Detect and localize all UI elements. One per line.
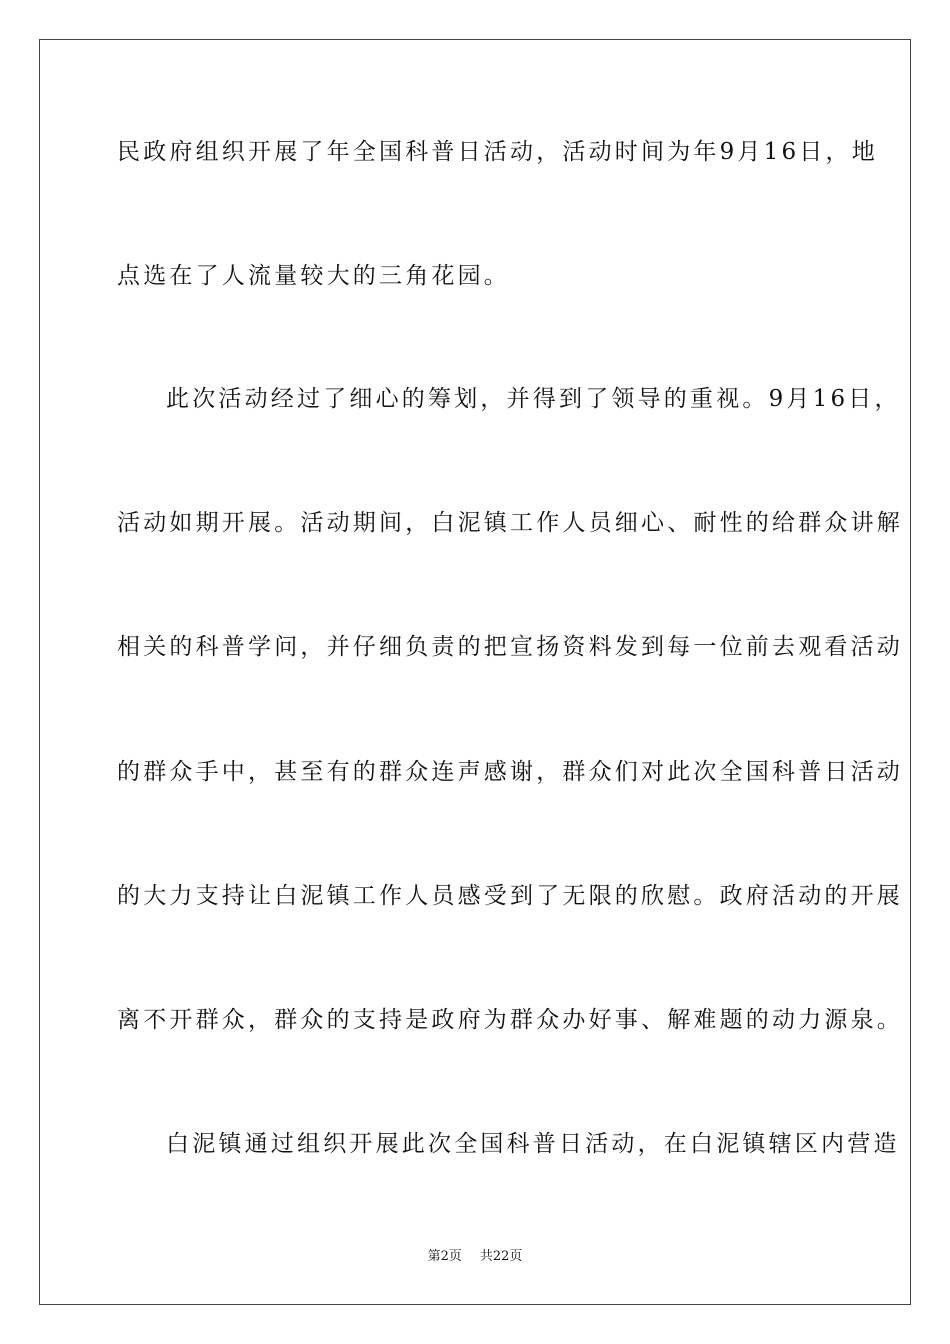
paragraph-line: 民政府组织开展了年全国科普日活动，活动时间为年9月16日，地 bbox=[117, 139, 878, 165]
page-frame bbox=[39, 39, 911, 1305]
paragraph-line: 点选在了人流量较大的三角花园。 bbox=[117, 263, 510, 289]
paragraph-line: 活动如期开展。活动期间，白泥镇工作人员细心、耐性的给群众讲解 bbox=[117, 510, 903, 536]
paragraph-line: 离不开群众，群众的支持是政府为群众办好事、解难题的动力源泉。 bbox=[117, 1007, 903, 1033]
page-total: 共22页 bbox=[479, 1249, 523, 1264]
paragraph-line: 此次活动经过了细心的筹划，并得到了领导的重视。9月16日， bbox=[166, 386, 901, 412]
paragraph-line: 白泥镇通过组织开展此次全国科普日活动，在白泥镇辖区内营造 bbox=[166, 1131, 900, 1157]
paragraph-line: 的群众手中，甚至有的群众连声感谢，群众们对此次全国科普日活动 bbox=[117, 759, 903, 785]
page-number: 第2页 bbox=[427, 1249, 462, 1264]
page-footer bbox=[0, 1248, 950, 1266]
paragraph-line: 相关的科普学问，并仔细负责的把宣扬资料发到每一位前去观看活动 bbox=[117, 634, 903, 660]
paragraph-line: 的大力支持让白泥镇工作人员感受到了无限的欣慰。政府活动的开展 bbox=[117, 883, 903, 909]
